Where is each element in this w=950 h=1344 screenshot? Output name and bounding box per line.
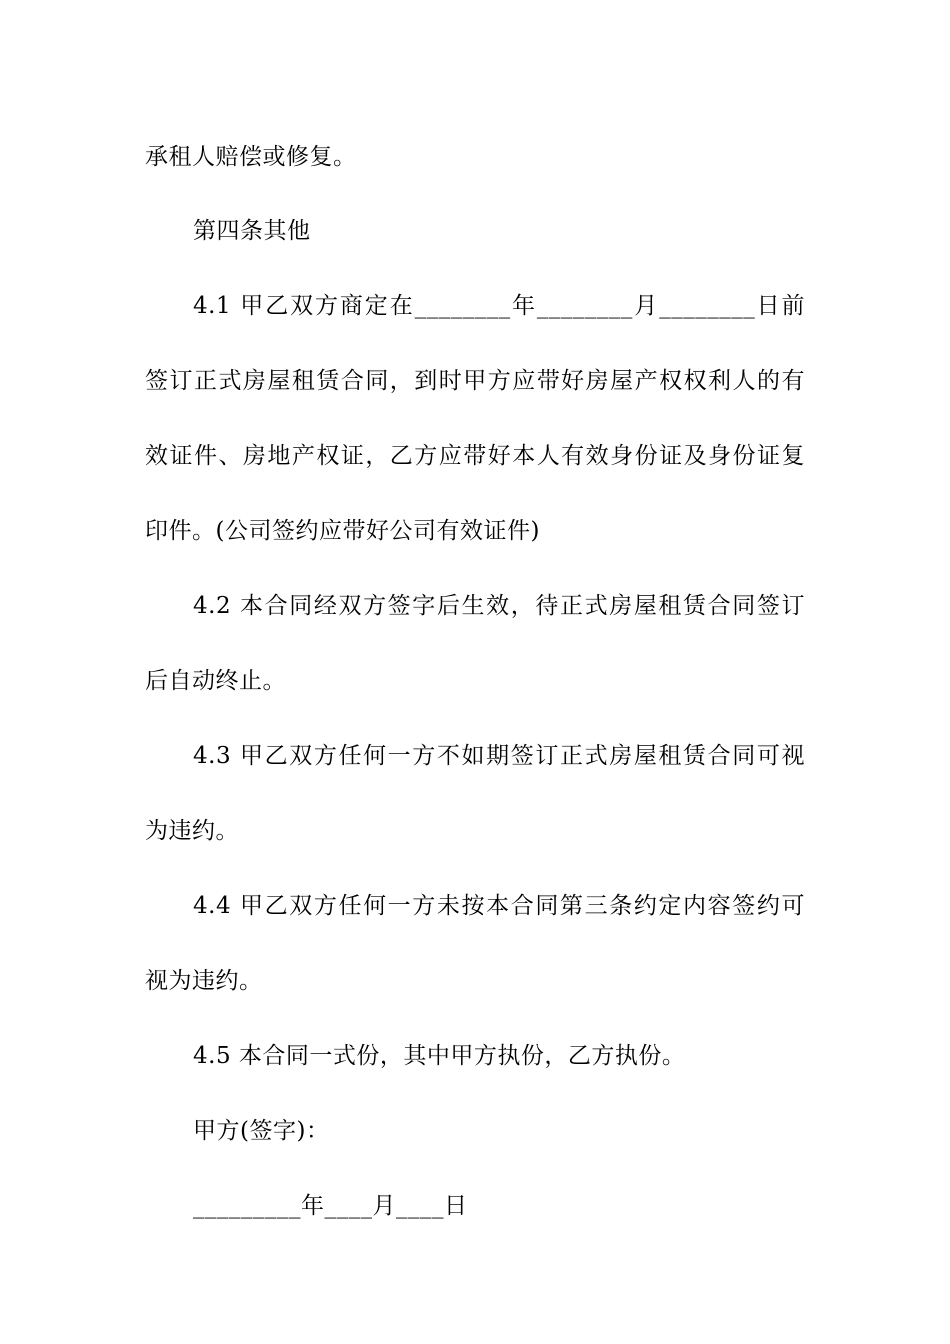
paragraph-continuation: 承租人赔偿或修复。 [145,144,357,170]
clause-4-2-line-2: 后自动终止。 [145,668,286,694]
signature-date-line: _________年____月____日 [193,1193,468,1219]
clause-4-1-line-2: 签订正式房屋租赁合同，到时甲方应带好房屋产权权利人的有 [145,368,805,394]
section-heading: 第四条其他 [193,218,311,244]
clause-4-1-line-3: 效证件、房地产权证，乙方应带好本人有效身份证及身份证复 [145,443,805,469]
clause-4-2-line-1: 4.2 本合同经双方签字后生效，待正式房屋租赁合同签订 [193,593,805,619]
clause-4-1-line-4: 印件。(公司签约应带好公司有效证件) [145,518,540,544]
clause-4-4-line-2: 视为违约。 [145,968,263,994]
clause-4-4-line-1: 4.4 甲乙双方任何一方未按本合同第三条约定内容签约可 [193,893,805,919]
clause-4-5: 4.5 本合同一式份，其中甲方执份，乙方执份。 [193,1043,686,1069]
clause-4-3-line-2: 为违约。 [145,818,239,844]
clause-4-3-line-1: 4.3 甲乙双方任何一方不如期签订正式房屋租赁合同可视 [193,743,805,769]
clause-4-1-line-1: 4.1 甲乙双方商定在________年________月________日前 [193,293,805,319]
party-a-signature-label: 甲方(签字)： [193,1118,330,1144]
